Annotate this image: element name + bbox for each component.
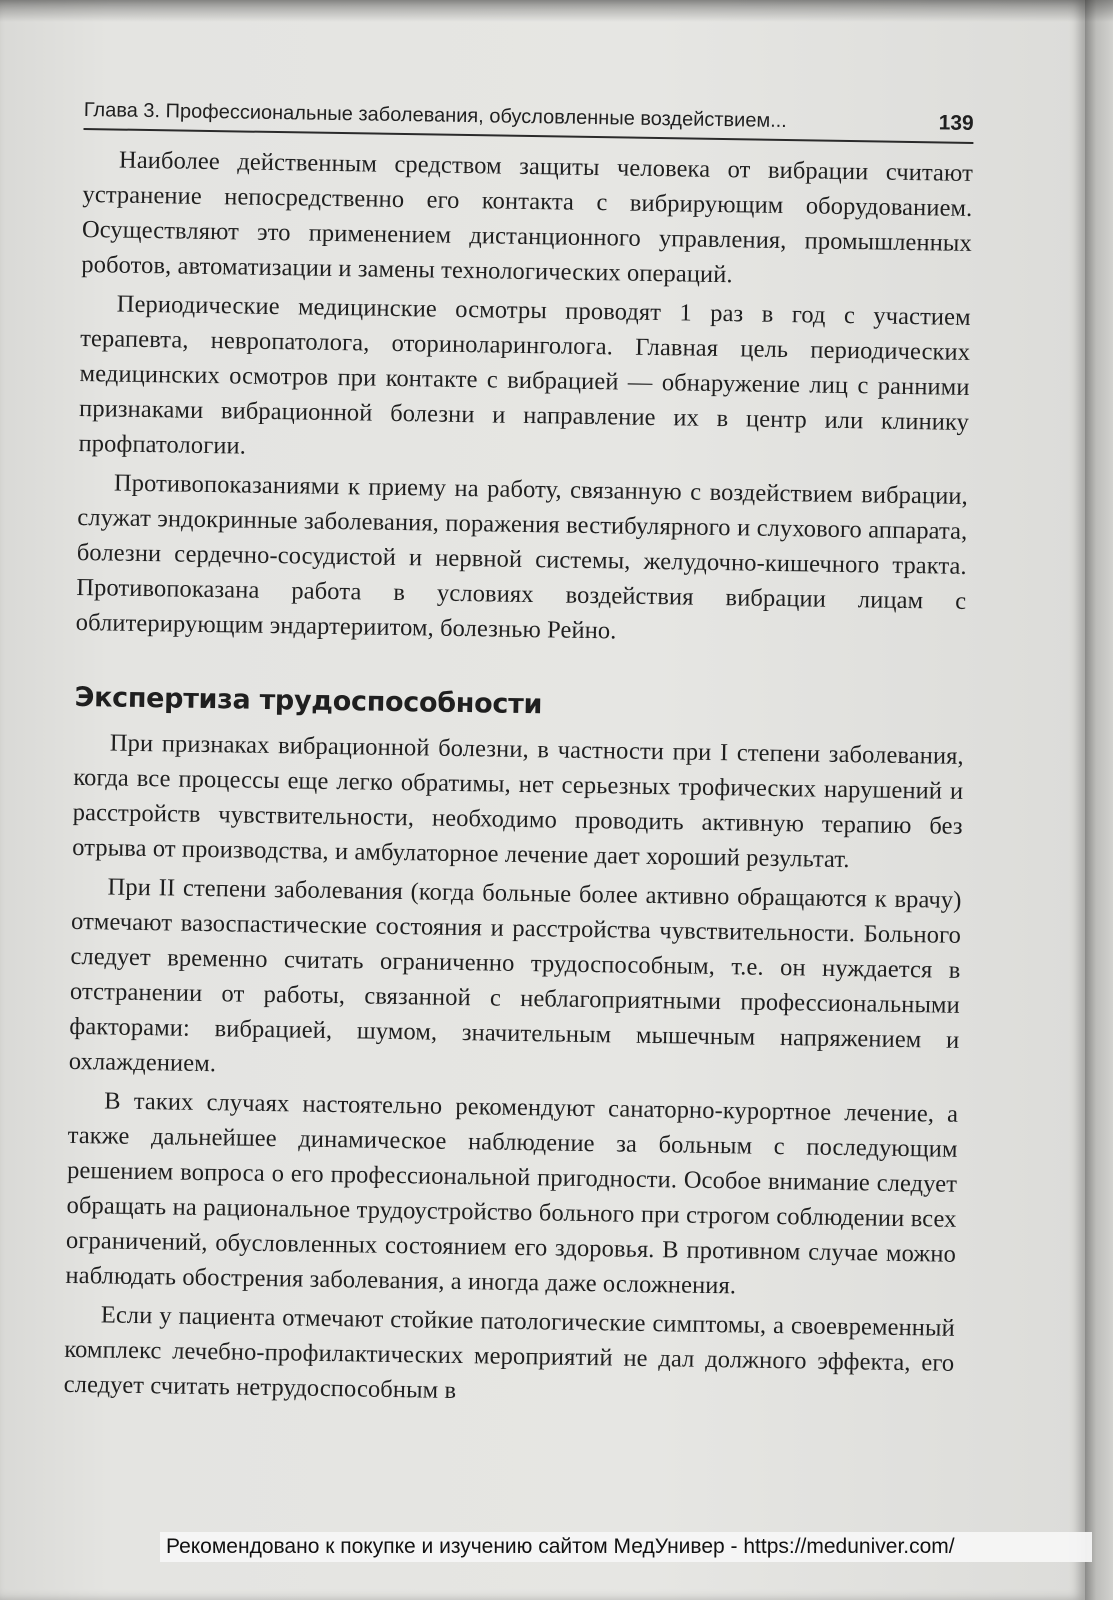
paragraph: Если у пациента отмечают стойкие патологические симптомы, а своевременный комплекс лечебно-профилактических мероприятий не дал должного эффекта, его следует считать нетрудоспособным в	[63, 1301, 955, 1405]
paragraph: Наиболее действенным средством защиты человека от вибрации считают устранение непосредственно его контакта с вибрирующим оборудованием. Осуществляют это применением дистанционного управления, промышленных роботов, автоматизации и замены технологических операций.	[81, 146, 974, 289]
page-number: 139	[938, 111, 974, 135]
watermark-link[interactable]: Рекомендовано к покупке и изучению сайтом МедУнивер - https://meduniver.com/	[160, 1532, 1092, 1562]
paragraph: В таких случаях настоятельно рекомендуют санаторно-курортное лечение, а также дальнейшее динамическое наблюдение за больным с последующим решением вопроса о его профессиональной пригодности. Особое внимание следует обращать на рациональное трудоустройство больного при строгом соблюдении всех ограничений, обусловленных состоянием его здоровья. В противном случае можно наблюдать обострения заболевания, а иногда даже осложнения.	[65, 1087, 959, 1300]
paragraph: При II степени заболевания (когда больные более активно обращаются к врачу) отмечают вазоспастические состояния и расстройства чувствительности. Больного следует временно считать ограниченно трудоспособным, т.е. он нуждается в отстранении от работы, связанной с неблагоприятными профессиональными факторами: вибрацией, шумом, значительным мышечным напряжением и охлаждением.	[68, 873, 962, 1078]
paragraph: Противопоказаниями к приему на работу, связанную с воздействием вибрации, служат эндокринные заболевания, поражения вестибулярного и слухового аппарата, болезни сердечно-сосудистой и нервной системы, желудочно-кишечного тракта. Противопоказана работа в условиях воздействия вибрации лицам с облитерирующим эндартериитом, болезнью Рейно.	[75, 469, 969, 645]
page-content	[63, 98, 973, 1420]
page-edge	[1085, 0, 1113, 1600]
paragraph: Периодические медицинские осмотры проводят 1 раз в год с участием терапевта, невропатолога, оториноларинголога. Главная цель периодических медицинских осмотров при контакте с вибрацией — обнаружение лиц с ранними признаками вибрационной болезни и направление их в центр или клинику профпатологии.	[78, 290, 971, 460]
paragraph: При признаках вибрационной болезни, в частности при I степени заболевания, когда все процессы еще легко обратимы, нет серьезных трофических нарушений и расстройств чувствительности, необходимо проводить активную терапию без отрыва от производства, и амбулаторное лечение дает хороший результат.	[72, 729, 964, 874]
section-heading: Экспертиза трудоспособности	[74, 681, 543, 721]
running-title: Глава 3. Профессиональные заболевания, обусловленные воздействием...	[83, 98, 788, 133]
top-shadow	[0, 0, 1113, 22]
